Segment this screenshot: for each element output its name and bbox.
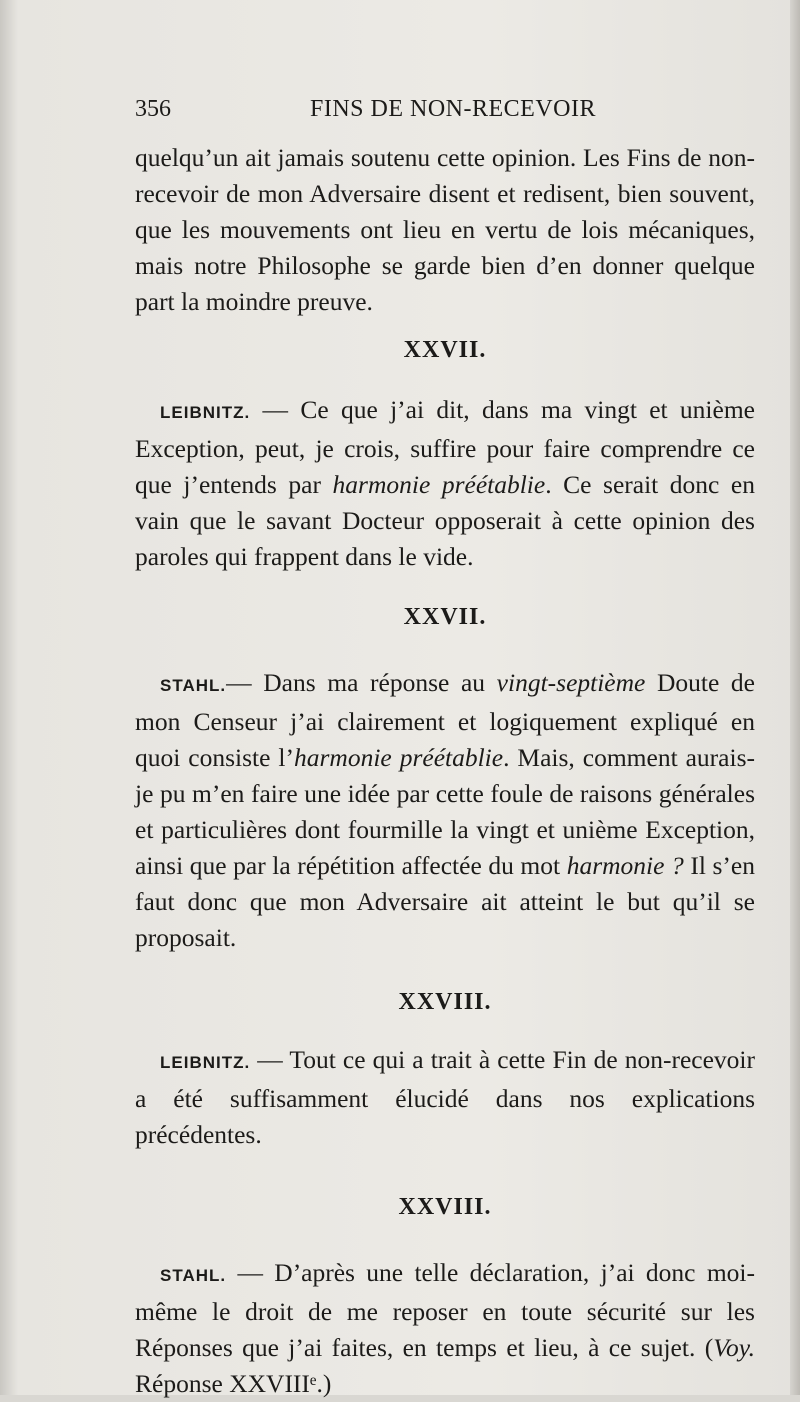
section-title-xxvii-leibnitz: XXVII. [403, 337, 487, 363]
italic-term: harmonie préétablie [332, 470, 546, 499]
paragraph-leibnitz-xxviii [135, 1042, 755, 1153]
text-run: — Dans ma réponse au [226, 668, 497, 697]
page-header [135, 96, 755, 130]
paragraph-stahl-xxviii [135, 1255, 755, 1402]
text-run: — Ce que j’ai dit, dans ma vingt et unième Exception, peut, je crois, suffire pour faire comprendre ce que j’entends par [135, 395, 755, 499]
section-title-xxviii-leibnitz: XXVIII. [398, 989, 492, 1015]
paragraph-stahl-xxvii [135, 665, 755, 956]
section-title-xxviii-stahl: XXVIII. [398, 1194, 492, 1220]
speaker-stahl: STAHL. [160, 676, 227, 695]
speaker-stahl: STAHL. [160, 1266, 227, 1285]
page-number: 356 [135, 96, 171, 122]
paragraph-leibnitz-xxvii [135, 392, 755, 575]
text-run: . Ce serait donc en vain que le savant Docteur opposerait à cette opinion des paroles qui frappent dans le vide. [135, 470, 756, 571]
running-head: FINS DE NON-RECEVOIR [310, 96, 596, 122]
italic-term: harmonie ? [566, 851, 684, 880]
text-run: — Tout ce qui a trait à cette Fin de non-recevoir a été suffisamment élucidé dans nos explications précédentes. [135, 1045, 755, 1149]
page-body [135, 140, 755, 1402]
italic-term: vingt-septième [496, 668, 646, 697]
text-run: Réponse XXVIIIᵉ.) [135, 1369, 332, 1398]
section-title-xxvii-stahl: XXVII. [403, 604, 487, 630]
page-edge [790, 0, 800, 1395]
speaker-leibnitz: LEIBNITZ. [160, 1053, 251, 1072]
text-run: Doute de mon Censeur j’ai clairement et logiquement expliqué en quoi consiste l’ [135, 668, 756, 772]
paragraph-continuation: quelqu’un ait jamais soutenu cette opinion. Les Fins de non-recevoir de mon Adversaire disent et redisent, bien souvent, que les mouvements ont lieu en vertu de lois mécaniques, mais notre Philosophe se garde bien d’en donner quelque part la moindre preuve. [135, 143, 755, 316]
text-run: . Mais, comment aurais-je pu m’en faire une idée par cette foule de raisons générales et particulières dont fourmille la vingt et unième Exception, ainsi que par la répétition affectée du mot [135, 743, 755, 880]
italic-term: harmonie préétablie [294, 743, 504, 772]
text-run: — D’après une telle déclaration, j’ai donc moi-même le droit de me reposer en toute sécurité sur les Réponses que j’ai faites, en temps et lieu, à ce sujet. ( [135, 1258, 755, 1362]
italic-term: Voy. [713, 1333, 755, 1362]
text-run: Il s’en faut donc que mon Adversaire ait atteint le but qu’il se proposait. [135, 851, 755, 952]
speaker-leibnitz: LEIBNITZ. [160, 403, 251, 422]
